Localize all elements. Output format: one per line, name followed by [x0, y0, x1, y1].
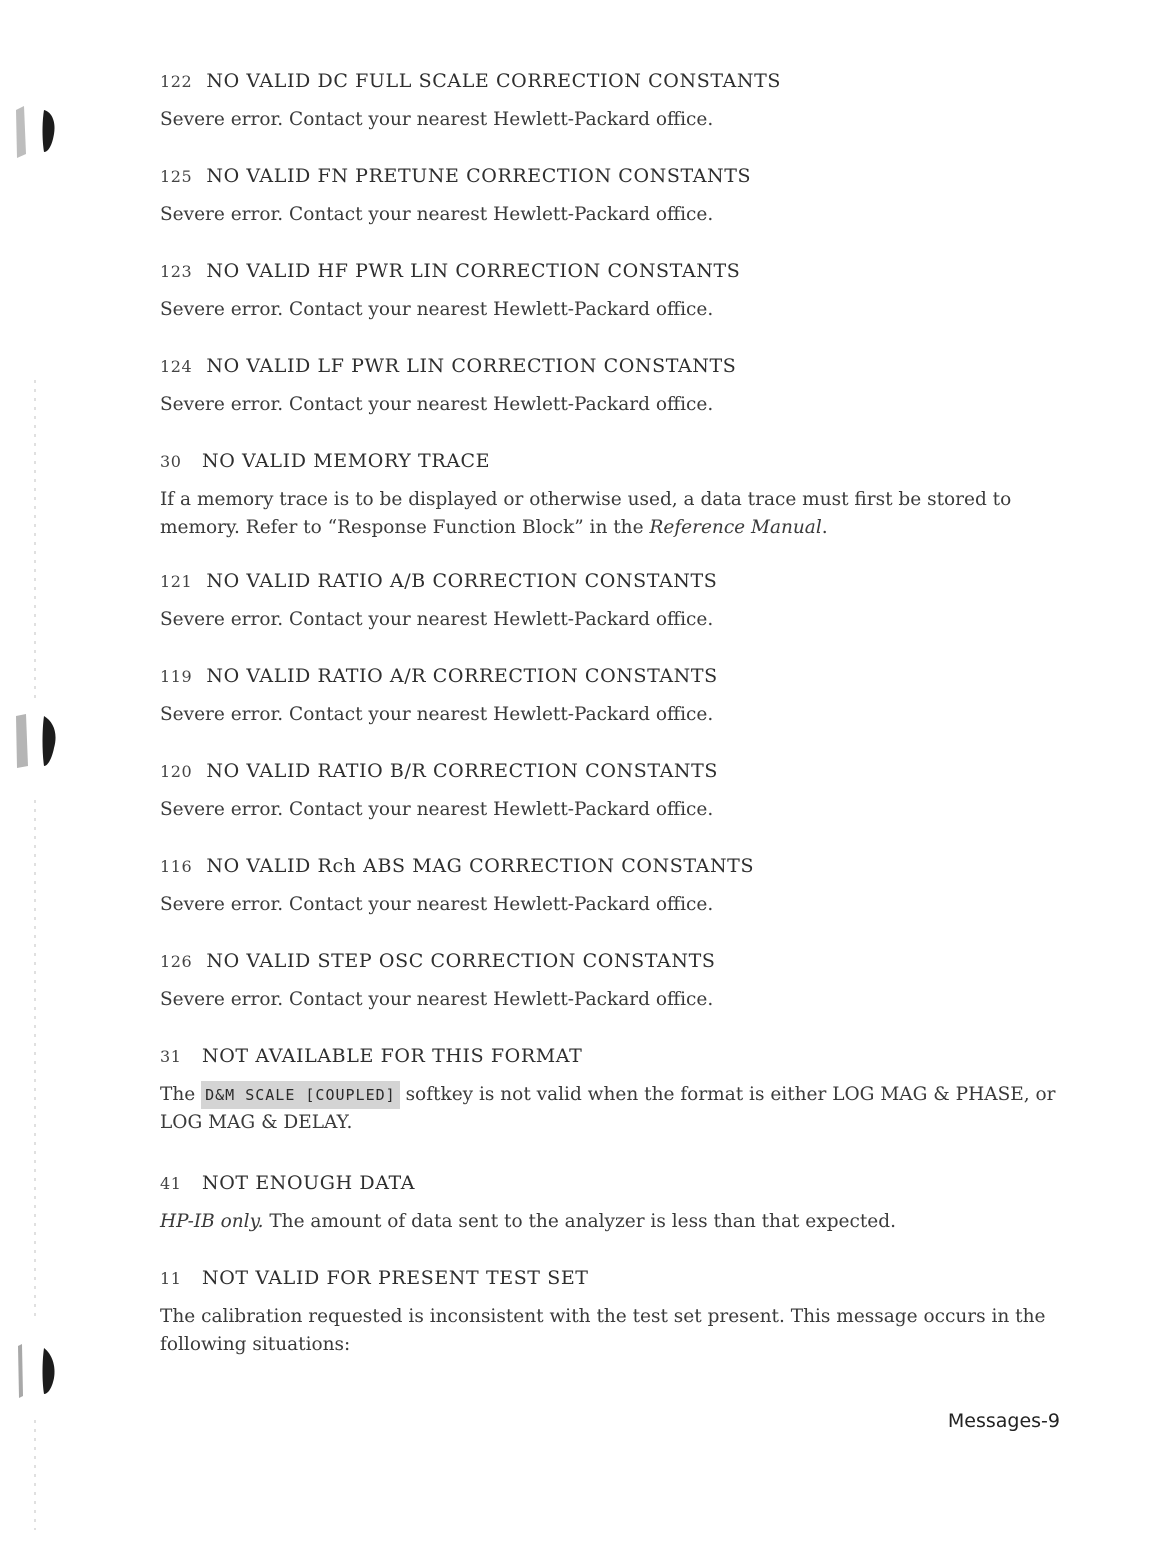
- hpib-only-note: HP-IB only.: [160, 1211, 264, 1232]
- message-description: Severe error. Contact your nearest Hewlett-Packard office.: [160, 394, 714, 415]
- message-entry: [160, 855, 1060, 919]
- message-description: Severe error. Contact your nearest Hewlett-Packard office.: [160, 989, 714, 1010]
- scan-speckle: [34, 380, 36, 700]
- message-heading: [160, 1045, 1060, 1067]
- message-heading: [160, 260, 1060, 282]
- message-title: NO VALID Rch ABS MAG CORRECTION CONSTANTS: [206, 855, 755, 877]
- message-heading: [160, 355, 1060, 377]
- scan-speckle: [34, 800, 36, 1320]
- message-entry: [160, 1172, 1060, 1236]
- message-title: NOT VALID FOR PRESENT TEST SET: [202, 1267, 589, 1289]
- message-title: NO VALID RATIO A/B CORRECTION CONSTANTS: [206, 570, 718, 592]
- message-entry: [160, 70, 1060, 134]
- message-entry: [160, 570, 1060, 634]
- message-description: Severe error. Contact your nearest Hewlett-Packard office.: [160, 204, 714, 225]
- description-text: The: [160, 1084, 202, 1105]
- message-code: 126: [160, 952, 193, 971]
- message-code: 116: [160, 857, 193, 876]
- message-heading: [160, 760, 1060, 782]
- message-entry: [160, 165, 1060, 229]
- message-code: 120: [160, 762, 193, 781]
- message-description: Severe error. Contact your nearest Hewlett-Packard office.: [160, 799, 714, 820]
- message-description: Severe error. Contact your nearest Hewlett-Packard office.: [160, 704, 714, 725]
- message-heading: [160, 855, 1060, 877]
- description-text-end: .: [821, 517, 828, 538]
- message-title: NO VALID FN PRETUNE CORRECTION CONSTANTS: [206, 165, 752, 187]
- message-description: The calibration requested is inconsistent with the test set present. This message occurs in the following situations:: [160, 1306, 1046, 1355]
- message-entry: [160, 950, 1060, 1014]
- message-code: 124: [160, 357, 193, 376]
- message-code: 41: [160, 1174, 182, 1193]
- message-code: 122: [160, 72, 193, 91]
- message-description: Severe error. Contact your nearest Hewlett-Packard office.: [160, 894, 714, 915]
- message-entry: [160, 355, 1060, 419]
- message-code: 119: [160, 667, 193, 686]
- message-entry: [160, 1045, 1060, 1137]
- page-footer: Messages-9: [947, 1410, 1060, 1432]
- description-text: If a memory trace is to be displayed or otherwise used, a data trace must first be stored to memory. Refer to “Response Function Block” in the: [160, 489, 1012, 538]
- message-description: [160, 1081, 1060, 1137]
- message-code: 125: [160, 167, 193, 186]
- message-title: NOT ENOUGH DATA: [202, 1172, 416, 1194]
- description-text-end: The amount of data sent to the analyzer is less than that expected.: [263, 1211, 896, 1232]
- message-heading: [160, 1267, 1060, 1289]
- punch-hole-mark-middle: [14, 710, 60, 770]
- description-text-end: softkey is not valid when the format is either LOG MAG & PHASE, or LOG MAG & DELAY.: [160, 1084, 1056, 1133]
- punch-hole-mark-top: [14, 100, 60, 160]
- message-heading: [160, 165, 1060, 187]
- message-description: [160, 486, 1060, 542]
- message-title: NO VALID DC FULL SCALE CORRECTION CONSTANTS: [206, 70, 781, 92]
- message-heading: [160, 665, 1060, 687]
- reference-manual-citation: Reference Manual: [649, 517, 822, 538]
- message-code: 121: [160, 572, 193, 591]
- message-heading: [160, 70, 1060, 92]
- scan-speckle: [34, 1420, 36, 1530]
- message-description: Severe error. Contact your nearest Hewlett-Packard office.: [160, 609, 714, 630]
- message-description: Severe error. Contact your nearest Hewlett-Packard office.: [160, 299, 714, 320]
- message-heading: [160, 450, 1060, 472]
- message-code: 123: [160, 262, 193, 281]
- message-code: 31: [160, 1047, 182, 1066]
- punch-hole-mark-bottom: [14, 1340, 60, 1400]
- message-description: [160, 1208, 1060, 1236]
- message-code: 11: [160, 1269, 182, 1288]
- message-title: NOT AVAILABLE FOR THIS FORMAT: [202, 1045, 583, 1067]
- message-heading: [160, 570, 1060, 592]
- message-title: NO VALID MEMORY TRACE: [202, 450, 491, 472]
- message-title: NO VALID HF PWR LIN CORRECTION CONSTANTS: [206, 260, 741, 282]
- message-title: NO VALID LF PWR LIN CORRECTION CONSTANTS: [206, 355, 737, 377]
- message-title: NO VALID RATIO A/R CORRECTION CONSTANTS: [206, 665, 718, 687]
- message-heading: [160, 950, 1060, 972]
- softkey-label: D&M SCALE [COUPLED]: [201, 1081, 400, 1109]
- message-entry: [160, 665, 1060, 729]
- message-title: NO VALID STEP OSC CORRECTION CONSTANTS: [206, 950, 716, 972]
- message-entry: [160, 760, 1060, 824]
- message-title: NO VALID RATIO B/R CORRECTION CONSTANTS: [206, 760, 719, 782]
- message-code: 30: [160, 452, 182, 471]
- message-entry: [160, 450, 1060, 542]
- message-entry: [160, 1267, 1060, 1359]
- message-description: Severe error. Contact your nearest Hewlett-Packard office.: [160, 109, 714, 130]
- message-heading: [160, 1172, 1060, 1194]
- message-entry: [160, 260, 1060, 324]
